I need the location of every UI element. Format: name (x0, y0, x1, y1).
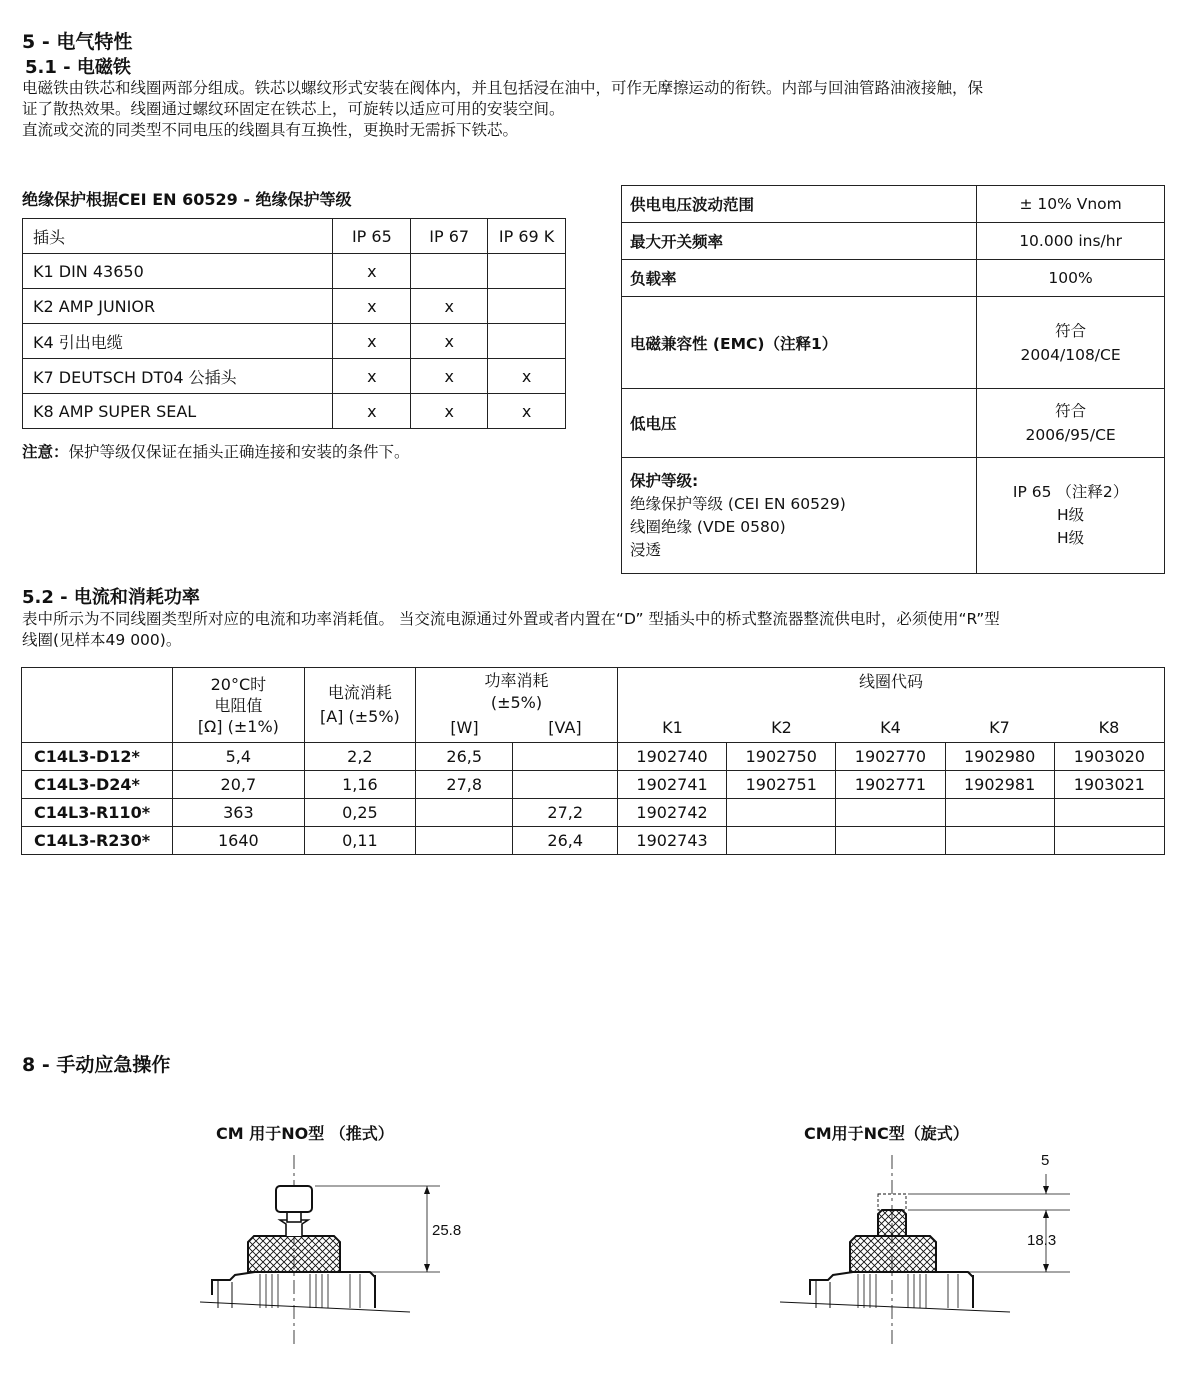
cell: 20,7 (172, 771, 304, 799)
body-line: 线圈(见样本49 000)。 (22, 631, 182, 649)
protection-title: 保护等级: (630, 471, 699, 490)
spec-label: 电磁兼容性 (EMC)（注释1） (622, 297, 977, 389)
header-line: 20°C时 (210, 674, 267, 694)
table-row (622, 260, 1165, 297)
coil-name: C14L3-D12* (22, 743, 173, 771)
dimension-push: 25.8 (432, 1222, 462, 1239)
cell (415, 799, 512, 827)
header-line: (±5%) (490, 693, 543, 712)
header-line: 功率消耗 (484, 671, 549, 690)
protection-line: 浸透 (630, 540, 662, 559)
table-row (23, 254, 566, 289)
cell: 1902742 (617, 799, 726, 827)
spec-value: 100% (977, 260, 1165, 297)
spec-label: 供电电压波动范围 (622, 186, 977, 223)
cell: 1640 (172, 827, 304, 855)
connector-name: K4 引出电缆 (23, 324, 333, 359)
note-label: 注意： (22, 443, 69, 461)
cell: x (333, 324, 411, 359)
header-coil-code (617, 668, 1164, 743)
spec-value: ± 10% Vnom (977, 186, 1165, 223)
cell: 1902743 (617, 827, 726, 855)
cell: 1903020 (1054, 743, 1164, 771)
cell: x (411, 289, 488, 324)
header-current (304, 668, 415, 743)
table-row (22, 771, 1165, 799)
cell (945, 799, 1054, 827)
cell: 1902770 (836, 743, 945, 771)
table-header-row (23, 219, 566, 254)
protection-value: IP 65 （注释2） (1012, 483, 1129, 501)
table-row (22, 743, 1165, 771)
left-diagram-caption: CM 用于NO型 （推式） (216, 1124, 394, 1143)
cell: 1902771 (836, 771, 945, 799)
code-columns (618, 695, 1164, 740)
cell (513, 771, 618, 799)
cell (488, 289, 566, 324)
protection-value: H级 (1057, 506, 1085, 524)
cell: 1902751 (727, 771, 836, 799)
cell: 26,5 (415, 743, 512, 771)
code-k8: K8 (1098, 718, 1120, 737)
table-header-row (22, 668, 1165, 743)
table-row (622, 186, 1165, 223)
section-5-2-title: 5.2 - 电流和消耗功率 (22, 587, 200, 608)
body-line: 表中所示为不同线圈类型所对应的电流和功率消耗值。 当交流电源通过外置或者内置在“D” 型插头中的桥式整流器整流供电时，必须使用“R”型 (22, 610, 1000, 628)
cell (945, 827, 1054, 855)
spec-value: 10.000 ins/hr (977, 223, 1165, 260)
code-k7: K7 (989, 718, 1010, 737)
cell: 0,11 (304, 827, 415, 855)
cell: x (488, 394, 566, 429)
value-line: 2004/108/CE (1020, 345, 1121, 364)
header-connector: 插头 (23, 219, 333, 254)
header-line: 电流消耗 (327, 683, 392, 702)
table-row (22, 799, 1165, 827)
cell: 1902740 (617, 743, 726, 771)
body-line: 直流或交流的同类型不同电压的线圈具有互换性，更换时无需拆下铁芯。 (22, 121, 519, 139)
protection-value: H级 (1057, 529, 1085, 547)
coil-name: C14L3-R230* (22, 827, 173, 855)
header-line: 线圈代码 (858, 672, 923, 691)
code-k1: K1 (662, 718, 683, 737)
spec-value (977, 389, 1165, 458)
table-row (22, 827, 1165, 855)
table-row (622, 297, 1165, 389)
table-row (23, 289, 566, 324)
header-line: [A] (±5%) (319, 707, 400, 726)
coil-table (21, 667, 1165, 855)
push-type-drawing (200, 1150, 440, 1350)
power-units (416, 714, 617, 740)
cell (836, 799, 945, 827)
dimension-rotary: 18.3 (1027, 1232, 1057, 1249)
body-line: 证了散热效果。线圈通过螺纹环固定在铁芯上，可旋转以适应可用的安装空间。 (22, 100, 565, 118)
spec-label: 负载率 (622, 260, 977, 297)
cell (1054, 799, 1164, 827)
header-ip69k: IP 69 K (488, 219, 566, 254)
table-row (622, 458, 1165, 574)
coil-name: C14L3-R110* (22, 799, 173, 827)
cell: x (411, 324, 488, 359)
section-5-1-title: 5.1 - 电磁铁 (25, 57, 131, 78)
cell: x (333, 394, 411, 429)
cell: 2,2 (304, 743, 415, 771)
spec-label: 低电压 (622, 389, 977, 458)
header-ip65: IP 65 (333, 219, 411, 254)
cell: x (488, 359, 566, 394)
cell: 5,4 (172, 743, 304, 771)
unit-w: [W] (450, 718, 479, 737)
cell: 1902980 (945, 743, 1054, 771)
cell: x (333, 289, 411, 324)
code-k4: K4 (880, 718, 901, 737)
ip-note (22, 440, 410, 462)
dimension-top: 5 (1041, 1152, 1050, 1169)
spec-value (977, 297, 1165, 389)
value-line: 符合 (1055, 321, 1087, 340)
connector-name: K1 DIN 43650 (23, 254, 333, 289)
protection-values (977, 458, 1165, 574)
cell: 0,25 (304, 799, 415, 827)
table-row (622, 223, 1165, 260)
connector-name: K8 AMP SUPER SEAL (23, 394, 333, 429)
cell: 1903021 (1054, 771, 1164, 799)
table-row (23, 359, 566, 394)
coil-name: C14L3-D24* (22, 771, 173, 799)
cell: x (333, 254, 411, 289)
ip-protection-table (22, 218, 566, 429)
cell: x (333, 359, 411, 394)
code-k2: K2 (771, 718, 792, 737)
section-5-2-body (22, 609, 1182, 651)
cell: x (411, 359, 488, 394)
cell (415, 827, 512, 855)
cell (727, 799, 836, 827)
table-row (23, 324, 566, 359)
cell: 26,4 (513, 827, 618, 855)
value-line: 2006/95/CE (1025, 426, 1116, 444)
cell (411, 254, 488, 289)
body-line: 电磁铁由铁芯和线圈两部分组成。铁芯以螺纹形式安装在阀体内，并且包括浸在油中，可作无摩擦运动的衔铁。内部与回油管路油液接触，保 (22, 79, 984, 97)
cell (513, 743, 618, 771)
protection-line: 线圈绝缘 (VDE 0580) (630, 517, 786, 536)
header-power (415, 668, 617, 743)
cell: 1,16 (304, 771, 415, 799)
connector-name: K2 AMP JUNIOR (23, 289, 333, 324)
table-row (622, 389, 1165, 458)
header-ip67: IP 67 (411, 219, 488, 254)
cell (727, 827, 836, 855)
cell (1054, 827, 1164, 855)
cell: 363 (172, 799, 304, 827)
section-5-title: 5 - 电气特性 (22, 31, 133, 53)
ip-table-caption: 绝缘保护根据CEI EN 60529 - 绝缘保护等级 (22, 190, 352, 209)
spec-label: 最大开关频率 (622, 223, 977, 260)
note-text: 保护等级仅保证在插头正确连接和安装的条件下。 (68, 443, 410, 461)
header-blank (22, 668, 173, 743)
table-row (23, 394, 566, 429)
cell: 1902750 (727, 743, 836, 771)
spec-table (621, 185, 1165, 574)
header-resistance (172, 668, 304, 743)
cell (488, 254, 566, 289)
cell: 27,2 (513, 799, 618, 827)
connector-name: K7 DEUTSCH DT04 公插头 (23, 359, 333, 394)
cell (836, 827, 945, 855)
section-8-title: 8 - 手动应急操作 (22, 1054, 171, 1076)
value-line: 符合 (1055, 402, 1087, 420)
protection-label (622, 458, 977, 574)
cell: x (411, 394, 488, 429)
header-line: 电阻值 (214, 695, 263, 715)
cell: 1902741 (617, 771, 726, 799)
protection-line: 绝缘保护等级 (CEI EN 60529) (630, 494, 846, 513)
section-5-1-body (22, 78, 1182, 141)
rotary-type-drawing (780, 1150, 1070, 1350)
header-line: [Ω] (±1%) (197, 716, 279, 736)
unit-va: [VA] (548, 718, 582, 737)
cell: 27,8 (415, 771, 512, 799)
right-diagram-caption: CM用于NC型（旋式） (804, 1124, 969, 1143)
cell (488, 324, 566, 359)
cell: 1902981 (945, 771, 1054, 799)
